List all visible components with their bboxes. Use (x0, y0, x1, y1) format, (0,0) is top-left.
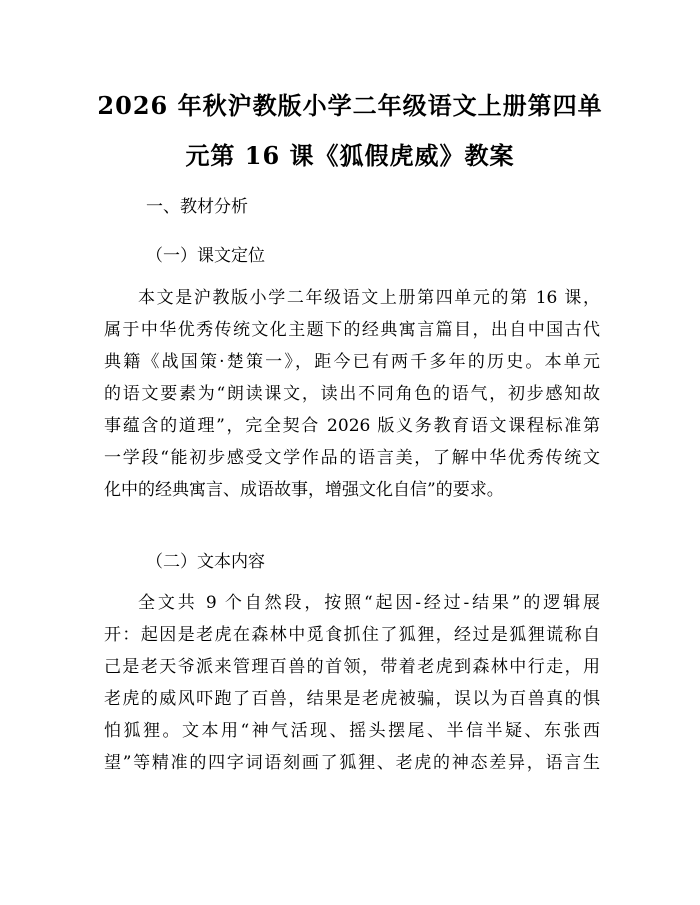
paragraph-text-positioning (104, 282, 600, 506)
paragraph-line: 典籍《战国策·楚策一》，距今已有两千多年的历史。本单元 (104, 352, 600, 372)
paragraph-line: 化中的经典寓言、成语故事，增强文化自信”的要求。 (104, 480, 504, 500)
paragraph-line: 属于中华优秀传统文化主题下的经典寓言篇目，出自中国古代 (104, 320, 600, 340)
paragraph-line: 望”等精准的四字词语刻画了狐狸、老虎的神态差异，语言生 (104, 753, 600, 773)
paragraph-line: 己是老天爷派来管理百兽的首领，带着老虎到森林中行走，用 (104, 657, 600, 677)
subsection-heading-text-content: （二）文本内容 (146, 552, 265, 572)
paragraph-line: 老虎的威风吓跑了百兽，结果是老虎被骗，误以为百兽真的惧 (104, 689, 600, 709)
document-title-line-2: 元第 16 课《狐假虎威》教案 (185, 141, 515, 170)
section-heading-textbook-analysis: 一、教材分析 (146, 197, 248, 217)
subsection-heading-text-positioning: （一）课文定位 (146, 246, 265, 266)
paragraph-text-content (104, 587, 600, 779)
paragraph-line: 的语文要素为“朗读课文，读出不同角色的语气，初步感知故 (104, 384, 600, 404)
paragraph-line: 事蕴含的道理”，完全契合 2026 版义务教育语文课程标准第 (104, 416, 600, 436)
paragraph-line: 一学段“能初步感受文学作品的语言美，了解中华优秀传统文 (104, 448, 600, 468)
document-title-line-1: 2026 年秋沪教版小学二年级语文上册第四单 (97, 91, 603, 120)
paragraph-line: 全文共 9 个自然段，按照“起因-经过-结果”的逻辑展 (138, 593, 600, 613)
paragraph-line: 开：起因是老虎在森林中觅食抓住了狐狸，经过是狐狸谎称自 (104, 625, 600, 645)
paragraph-line: 怕狐狸。文本用“神气活现、摇头摆尾、半信半疑、东张西 (104, 721, 600, 741)
paragraph-line: 本文是沪教版小学二年级语文上册第四单元的第 16 课， (138, 288, 600, 308)
